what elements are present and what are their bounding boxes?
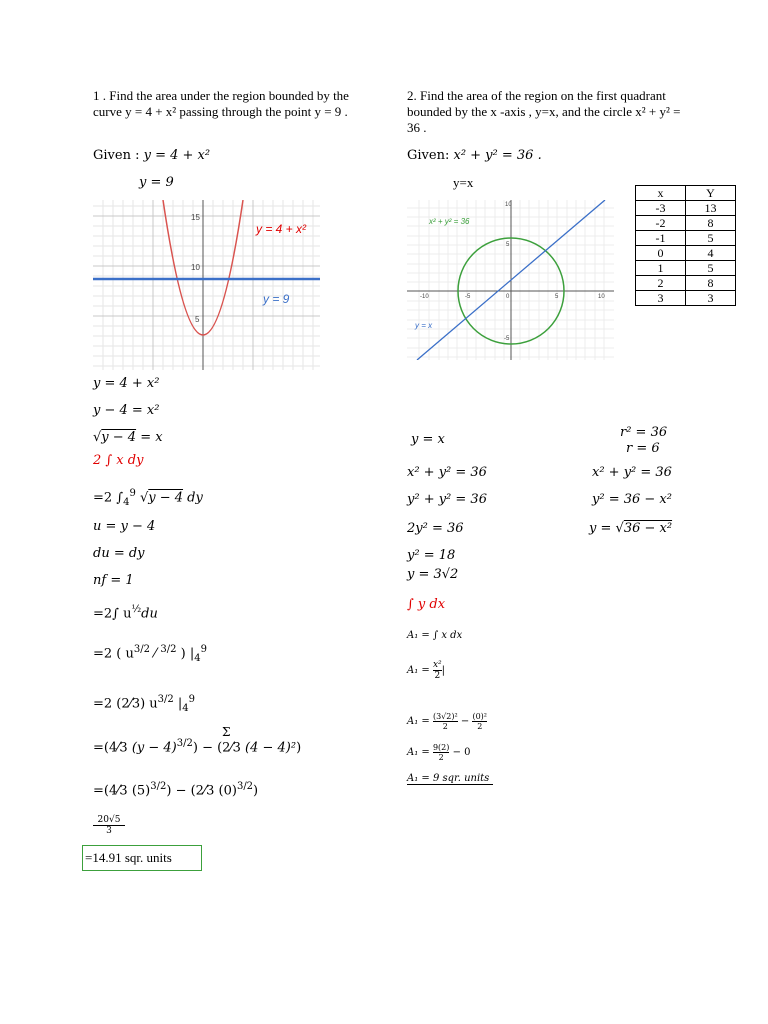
curve-label: y = 4 + x² xyxy=(256,222,307,236)
table-header-y: Y xyxy=(686,186,736,201)
problem2-text: 2. Find the area of the region on the first quadrant bounded by the x -axis , y=x, and the circle x² + y² = 36 . xyxy=(407,88,681,135)
problem1-text: 1 . Find the area under the region bounded by the curve y = 4 + x² passing through the point y = 9 . xyxy=(93,88,349,119)
table-row xyxy=(636,246,736,261)
p2-given1: x² + y² = 36 . xyxy=(453,148,542,163)
table-cell: 5 xyxy=(686,261,736,276)
table-cell: -1 xyxy=(636,231,686,246)
p2-a1-l3-n2: (0)² xyxy=(472,712,488,721)
p1-step12-inner: (4 − 4)² xyxy=(245,740,297,756)
table-row xyxy=(636,261,736,276)
values-table xyxy=(635,185,736,306)
line-label: y = 9 xyxy=(263,292,290,306)
p2-left-step4: 2y² = 36 xyxy=(407,521,464,536)
p2-right-sqrt-pre: y = xyxy=(589,521,616,536)
table-row xyxy=(636,201,736,216)
p1-step1: y = 4 + x² xyxy=(93,376,160,391)
table-cell: -2 xyxy=(636,216,686,231)
p1-step11-pre: =2 xyxy=(93,696,113,712)
xtick-10: 10 xyxy=(598,294,605,300)
p1-step7: du = dy xyxy=(93,546,145,561)
p1-answer-box xyxy=(82,845,202,871)
p2-given-label: Given: xyxy=(407,148,450,163)
p2-a1-label-4: A₁ = xyxy=(407,747,433,758)
p2-left-step3: y² + y² = 36 xyxy=(407,492,487,507)
table-cell: 13 xyxy=(686,201,736,216)
p2-a1-l3-n1: (3√2)² xyxy=(432,712,458,721)
table-row xyxy=(636,276,736,291)
p2-a1-l2-num: x² xyxy=(432,660,442,670)
p1-step13-a: (5) xyxy=(131,783,151,799)
p1-step8: nf = 1 xyxy=(93,573,134,588)
p2-given2: y=x xyxy=(453,175,474,190)
p2-a1-line1 xyxy=(407,630,462,641)
ytick-neg5: -5 xyxy=(504,336,510,342)
p2-a1-l3-d2: 2 xyxy=(477,722,483,731)
tick-5: 5 xyxy=(195,315,200,324)
table-cell: 3 xyxy=(686,291,736,306)
p1-answer: =14.91 sqr. units xyxy=(85,850,172,865)
p1-step13: =(4⁄3 $(5)^{3/2}$) − (2⁄3 $(0)^{3/2}$) xyxy=(93,781,259,799)
p1-step12-minus: − xyxy=(202,740,213,756)
p1-step6: u = y − 4 xyxy=(93,519,156,534)
xtick-neg10: -10 xyxy=(420,294,429,300)
p2-left-step5: y² = 18 xyxy=(407,548,456,563)
table-cell: 0 xyxy=(636,246,686,261)
sigma-symbol: Σ xyxy=(222,725,231,739)
table-cell: 2 xyxy=(636,276,686,291)
p1-step12-mid: (y − 4) xyxy=(131,740,177,756)
p2-integral: ∫ y dx xyxy=(407,597,446,612)
xtick-5: 5 xyxy=(555,294,559,300)
p2-a1-line4 xyxy=(407,743,471,762)
p1-step13-minus: − xyxy=(175,783,187,799)
p2-right-sqrt-rad: 36 − x² xyxy=(623,521,673,536)
line-label-2: y = x xyxy=(415,321,433,330)
p2-left-step6: y = 3√2 xyxy=(407,567,459,582)
p2-a1-label-2: A₁ = xyxy=(407,665,433,676)
xtick-0: 0 xyxy=(506,294,510,300)
p2-a1-integral: ∫ x dx xyxy=(432,630,463,641)
p1-step14-num: 20√5 xyxy=(93,815,125,826)
p2-a1-final: A₁ = 9 sqr. units xyxy=(407,773,493,785)
table-row xyxy=(636,231,736,246)
p1-step14 xyxy=(93,815,125,836)
p2-left-step1: y = x xyxy=(411,432,445,447)
p1-step12-pre: = xyxy=(93,740,104,756)
table-cell: -3 xyxy=(636,201,686,216)
p2-left-step2: x² + y² = 36 xyxy=(407,465,487,480)
p2-a1-l4-post: − 0 xyxy=(452,747,471,758)
p1-step10-pre: =2 xyxy=(93,646,113,662)
table-row xyxy=(636,216,736,231)
p1-step5: =2 $\int_4^9$ √y − 4 dy xyxy=(93,488,203,508)
p1-step5-pre: =2 ∫ xyxy=(93,490,124,506)
table-row xyxy=(636,291,736,306)
p2-right-step3: x² + y² = 36 xyxy=(592,465,672,480)
circle-graph xyxy=(407,200,614,360)
p1-step5-rad: y − 4 xyxy=(148,490,184,506)
p2-right-step2: r = 6 xyxy=(626,441,660,456)
p1-step10: =2 ( $u^{3/2}$ ⁄ $^{3/2}$ ) $|_4^9$ xyxy=(93,644,207,664)
tick-15: 15 xyxy=(191,213,200,222)
p2-right-step4: y² = 36 − x² xyxy=(592,492,672,507)
ytick-10: 10 xyxy=(505,202,512,208)
table-header-x: x xyxy=(636,186,686,201)
p1-step9-post: du xyxy=(141,606,158,622)
table-cell: 3 xyxy=(636,291,686,306)
table-cell: 1 xyxy=(636,261,686,276)
p1-step3-rest: = x xyxy=(136,430,163,445)
p1-step9: =2∫ $u^{\frac{1}{2}}du$ xyxy=(93,604,158,622)
table-cell: 4 xyxy=(686,246,736,261)
p1-given2: y = 9 xyxy=(139,175,174,190)
p1-step12: =(4⁄3 $(y - 4)^{3/2}$) − (2⁄3 (4 − 4)²) xyxy=(93,738,302,756)
p1-step5-post: dy xyxy=(187,490,203,506)
p1-step14-den: 3 xyxy=(106,826,112,836)
p1-step3-rad: y − 4 xyxy=(101,430,137,445)
p1-given-label: Given : xyxy=(93,148,140,163)
p1-step13-pre: = xyxy=(93,783,104,799)
ytick-5: 5 xyxy=(506,242,510,248)
p1-step11: =2 (2⁄3) $u^{3/2}$ $|_4^9$ xyxy=(93,694,196,714)
p1-step13-b: (0) xyxy=(218,783,237,799)
p1-step2: y − 4 = x² xyxy=(93,403,160,418)
p2-a1-l3-minus: − xyxy=(460,716,470,727)
p2-right-step5: y = √36 − x² xyxy=(589,521,673,536)
p1-given1: y = 4 + x² xyxy=(143,148,211,163)
table-header-row xyxy=(636,186,736,201)
xtick-neg5: -5 xyxy=(465,294,471,300)
p2-a1-l4-num: 9(2) xyxy=(432,743,450,752)
p1-step4: 2 ∫ x dy xyxy=(93,453,144,468)
p2-right-step1: r² = 36 xyxy=(620,425,668,440)
p2-a1-line2: A₁ = $\frac{\text{x²}}{2}$ | xyxy=(407,660,446,681)
table-cell: 8 xyxy=(686,276,736,291)
p1-given xyxy=(93,148,210,163)
p2-a1-label-3: A₁ = xyxy=(407,716,433,727)
table-cell: 8 xyxy=(686,216,736,231)
p2-a1-l4-den: 2 xyxy=(438,753,444,762)
p2-a1-l2-den: 2 xyxy=(434,671,441,681)
p1-step9-pre: =2∫ u xyxy=(93,606,132,622)
p2-a1-line3 xyxy=(407,712,487,731)
p2-given xyxy=(407,148,542,163)
p2-a1-label-1: A₁ = xyxy=(407,630,433,641)
parabola-graph xyxy=(93,200,320,370)
p1-step3: √y − 4 = x xyxy=(93,430,163,445)
circle-label: x² + y² = 36 xyxy=(429,217,470,226)
tick-10: 10 xyxy=(191,263,200,272)
p2-a1-l3-d1: 2 xyxy=(442,722,448,731)
table-cell: 5 xyxy=(686,231,736,246)
